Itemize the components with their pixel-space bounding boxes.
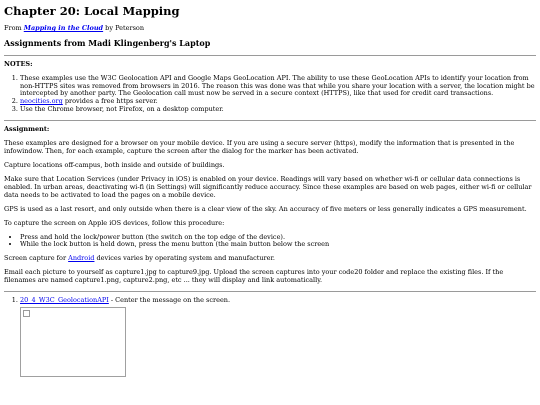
broken-image-icon (23, 310, 30, 317)
ios-steps-list (4, 234, 536, 250)
ios-step: • While the lock button is held down, press the menu button (the main button below the screen (20, 241, 536, 249)
page-subtitle: Assignments from Madi Klingenberg's Laptop (4, 37, 211, 48)
book-link[interactable]: Mapping in the Cloud (23, 24, 104, 33)
assignment-paragraph: These examples are designed for a browser on your mobile device. If you are using a secure server (https), modify the information that is presented in the infowindow. Then, for each example, capture the screen after the dialog for the marker has been activated. (4, 139, 515, 156)
author-text: by Peterson (103, 24, 145, 33)
example-link[interactable]: 20_4_W3C_GeolocationAPI (20, 296, 109, 305)
assignment-paragraph: GPS is used as a last resort, and only outside when there is a clear view of the sky. An accuracy of five meters or less generally indicates a GPS measurement. (4, 204, 527, 213)
assignment-paragraph: Capture locations off-campus, both inside and outside of buildings. (4, 160, 225, 169)
page-title: Chapter 20: Local Mapping (4, 4, 180, 18)
divider (4, 55, 536, 56)
example-item (20, 297, 536, 377)
ios-step: • Press and hold the lock/power button (the switch on the top edge of the device). (20, 234, 536, 242)
assignment-paragraph (4, 255, 536, 263)
notes-item: 1. These examples use the W3C Geolocation API and Google Maps GeoLocation API. The ability to use these GeoLocation APIs to identify your location from non-HTTPS sites was removed from browsers in 2016. The reason this was done was that while you share your location with a server, the location might be intercepted by another party. The Geolocation call must now be served in a secure context (HTTPS), like that used for credit card transactions. (20, 75, 536, 99)
source-line (4, 25, 536, 33)
capture-image-frame[interactable] (20, 307, 126, 377)
assignment-paragraph: Make sure that Location Services (under Privacy in iOS) is enabled on your device. Readings will vary based on whether wi-fi or cellular data connections is enabled. In urban areas, deactivating wi-fi (in Settings) will significantly reduce accuracy. Since these examples are based on web pages, either wi-fi or cellular data needs to be activated to load the pages on a mobile device. (4, 174, 532, 199)
examples-list (4, 297, 536, 377)
notes-item: 3. Use the Chrome browser, not Firefox, on a desktop computer. (20, 106, 536, 114)
assignment-paragraph: To capture the screen on Apple iOS devices, follow this procedure: (4, 218, 225, 227)
notes-label: NOTES: (4, 59, 33, 68)
divider (4, 120, 536, 121)
assignment-paragraph: Email each picture to yourself as capture1.jpg to capture9.jpg. Upload the screen captures into your code20 folder and replace the existing files. If the filenames are named capture1.png, capture2.png, etc ... they will display and link automatically. (4, 268, 504, 285)
neocities-link[interactable]: neocities.org (20, 97, 63, 106)
notes-list (4, 75, 536, 115)
example-description: - Center the message on the screen. (108, 296, 231, 305)
from-prefix: From (4, 24, 24, 33)
android-prefix: Screen capture for (4, 254, 69, 263)
android-link[interactable]: Android (68, 254, 95, 263)
assignment-label: Assignment: (4, 125, 50, 134)
notes-item-text: provides a free https server. (64, 97, 158, 106)
divider (4, 291, 536, 292)
android-suffix: devices varies by operating system and manufacturer. (94, 254, 275, 263)
